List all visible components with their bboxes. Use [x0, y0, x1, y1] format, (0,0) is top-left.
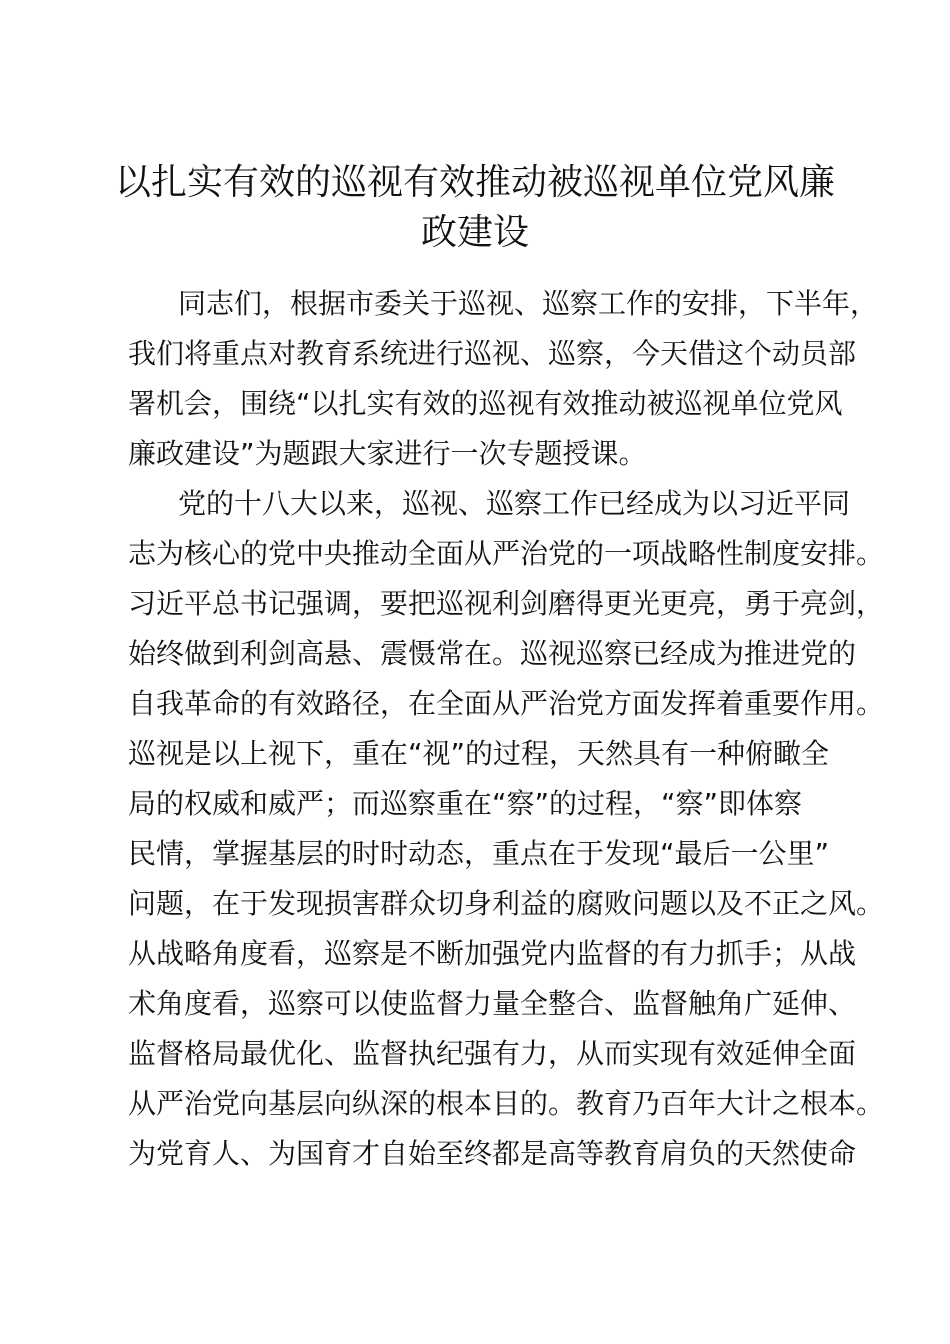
paragraph-2-line: 从战略角度看，巡察是不断加强党内监督的有力抓手；从战: [128, 937, 857, 970]
paragraph-2-line: 为党育人、为国育才自始至终都是高等教育肩负的天然使命: [128, 1137, 857, 1170]
paragraph-1-line: 署机会，围绕“以扎实有效的巡视有效推动被巡视单位党风: [128, 387, 843, 420]
paragraph-2-line: 党的十八大以来，巡视、巡察工作已经成为以习近平同: [178, 487, 851, 520]
paragraph-2-line: 志为核心的党中央推动全面从严治党的一项战略性制度安排。: [128, 537, 885, 570]
paragraph-1-line: 同志们，根据市委关于巡视、巡察工作的安排，下半年，: [178, 287, 879, 320]
paragraph-2-line: 监督格局最优化、监督执纪强有力，从而实现有效延伸全面: [128, 1037, 857, 1070]
paragraph-1-line: 廉政建设”为题跟大家进行一次专题授课。: [128, 437, 647, 470]
paragraph-2-line: 术角度看，巡察可以使监督力量全整合、监督触角广延伸、: [128, 987, 857, 1020]
paragraph-2-line: 民情，掌握基层的时时动态，重点在于发现“最后一公里”: [128, 837, 830, 870]
paragraph-2-line: 习近平总书记强调，要把巡视利剑磨得更光更亮，勇于亮剑，: [128, 587, 885, 620]
document-title-line-1: 以扎实有效的巡视有效推动被巡视单位党风廉: [114, 162, 835, 203]
paragraph-2-line: 问题，在于发现损害群众切身利益的腐败问题以及不正之风。: [128, 887, 885, 920]
paragraph-2-line: 巡视是以上视下，重在“视”的过程，天然具有一种俯瞰全: [128, 737, 830, 770]
paragraph-2-line: 始终做到利剑高悬、震慑常在。巡视巡察已经成为推进党的: [128, 637, 857, 670]
paragraph-2-line: 局的权威和威严；而巡察重在“察”的过程，“察”即体察: [128, 787, 803, 820]
paragraph-2-line: 自我革命的有效路径，在全面从严治党方面发挥着重要作用。: [128, 687, 885, 720]
document-title-line-2: 政建设: [420, 212, 529, 253]
paragraph-2-line: 从严治党向基层向纵深的根本目的。教育乃百年大计之根本。: [128, 1087, 885, 1120]
paragraph-1-line: 我们将重点对教育系统进行巡视、巡察，今天借这个动员部: [128, 337, 857, 370]
